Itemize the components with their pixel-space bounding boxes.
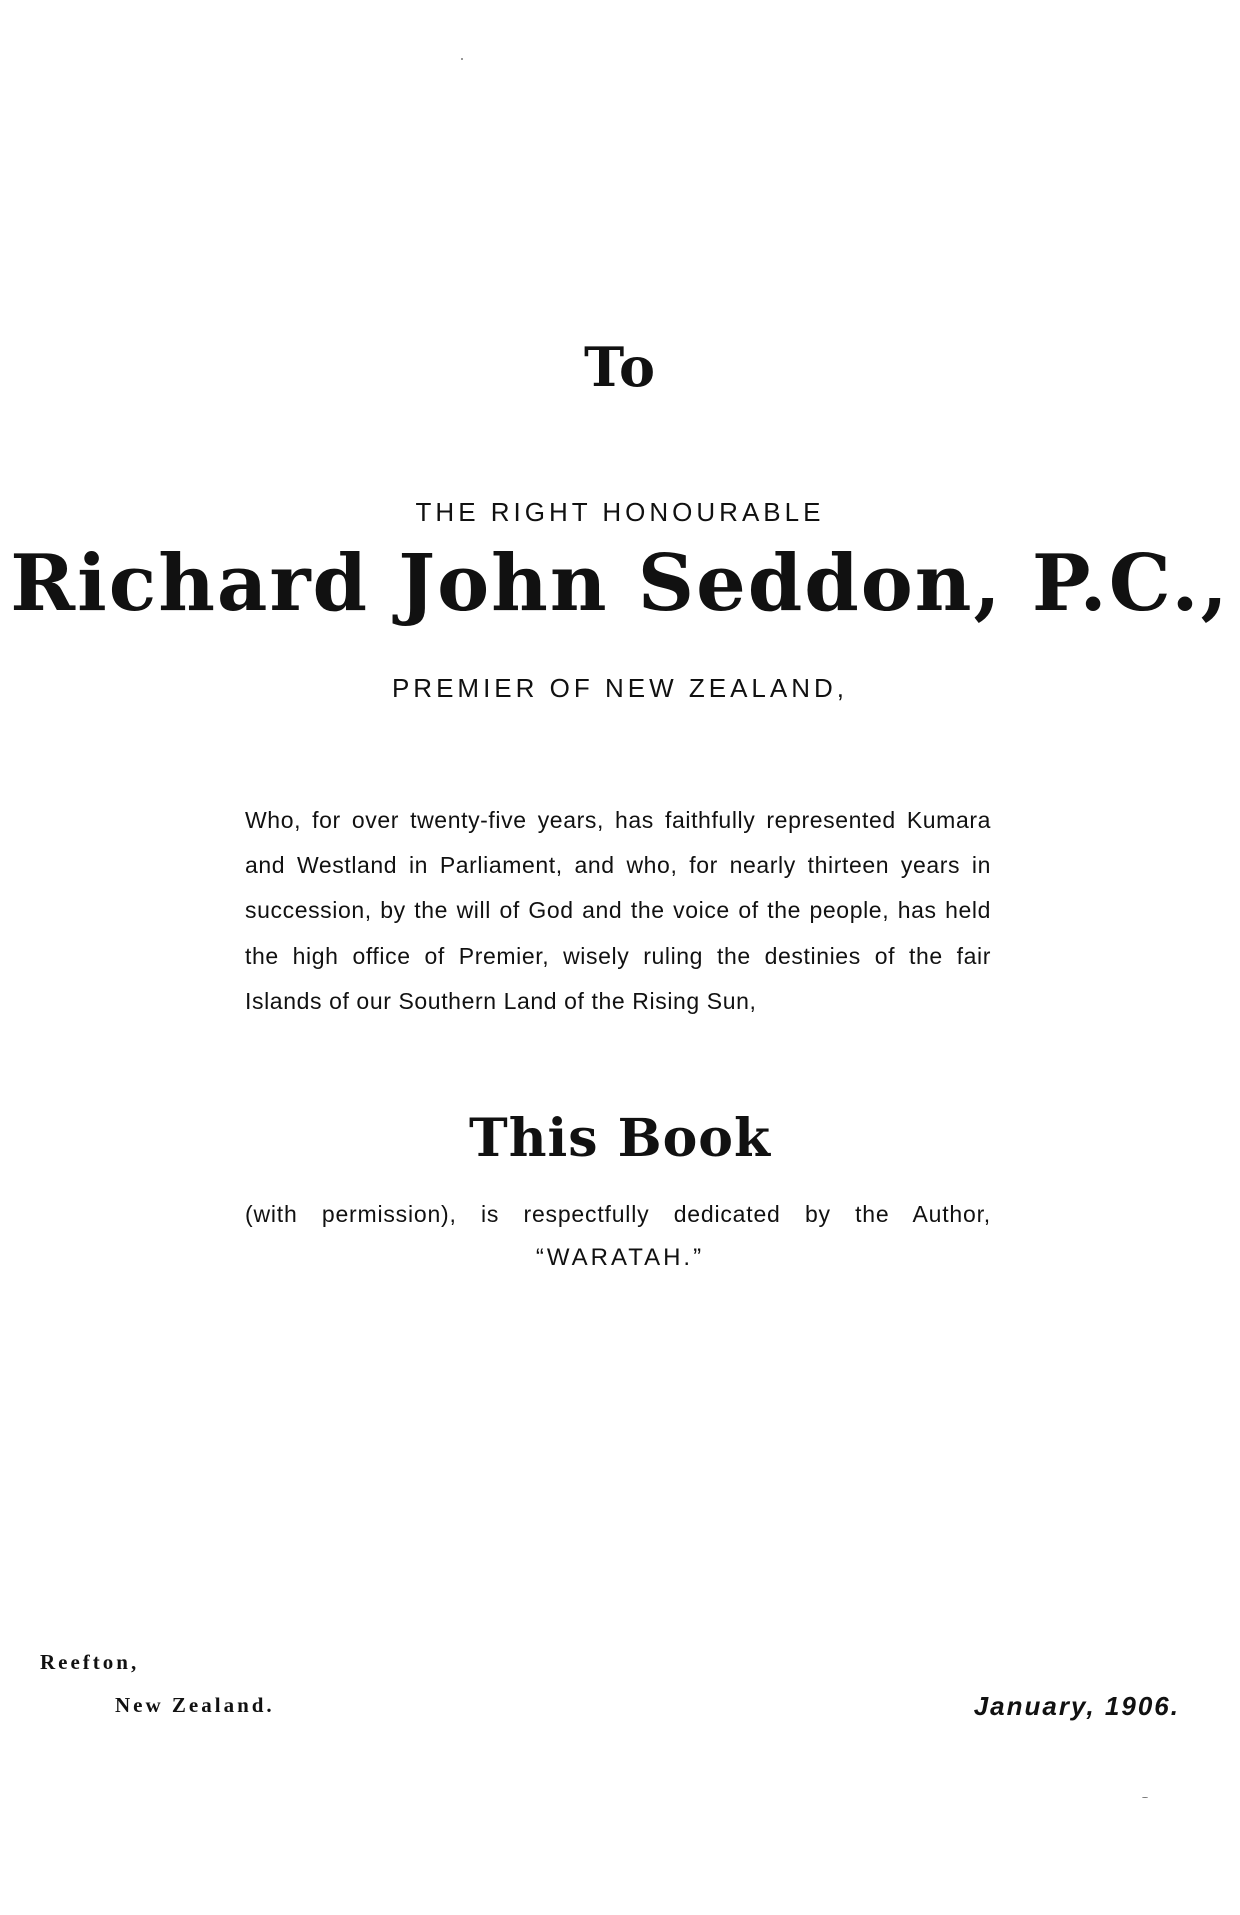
dedication-body: Who, for over twenty-five years, has faithfully represented Kumara and Westland in Parliament, and who, for nearly thirteen years in succession, by the will of God and the voice of the people, has held the high office of Premier, wisely ruling the destinies of the fair Islands of our Southern Land of the Rising Sun, <box>245 807 991 1014</box>
print-speck <box>1142 1797 1148 1798</box>
dedicatee-name: Richard John Seddon, P.C., <box>10 538 1230 629</box>
author-pseudonym: “WARATAH.” <box>535 1244 705 1271</box>
dedication-to: To <box>583 335 656 399</box>
honorific-title: THE RIGHT HONOURABLE <box>415 497 825 527</box>
dedicatee-office: PREMIER OF NEW ZEALAND, <box>391 673 849 703</box>
place-line-2: New Zealand. <box>115 1693 275 1717</box>
print-speck <box>461 58 463 60</box>
place-line-1: Reefton, <box>40 1650 140 1674</box>
dedicated-line: (with permission), is respectfully dedicated by the Author, <box>245 1201 991 1227</box>
dedication-date: January, 1906. <box>973 1691 1180 1721</box>
this-book-heading: This Book <box>469 1108 771 1169</box>
